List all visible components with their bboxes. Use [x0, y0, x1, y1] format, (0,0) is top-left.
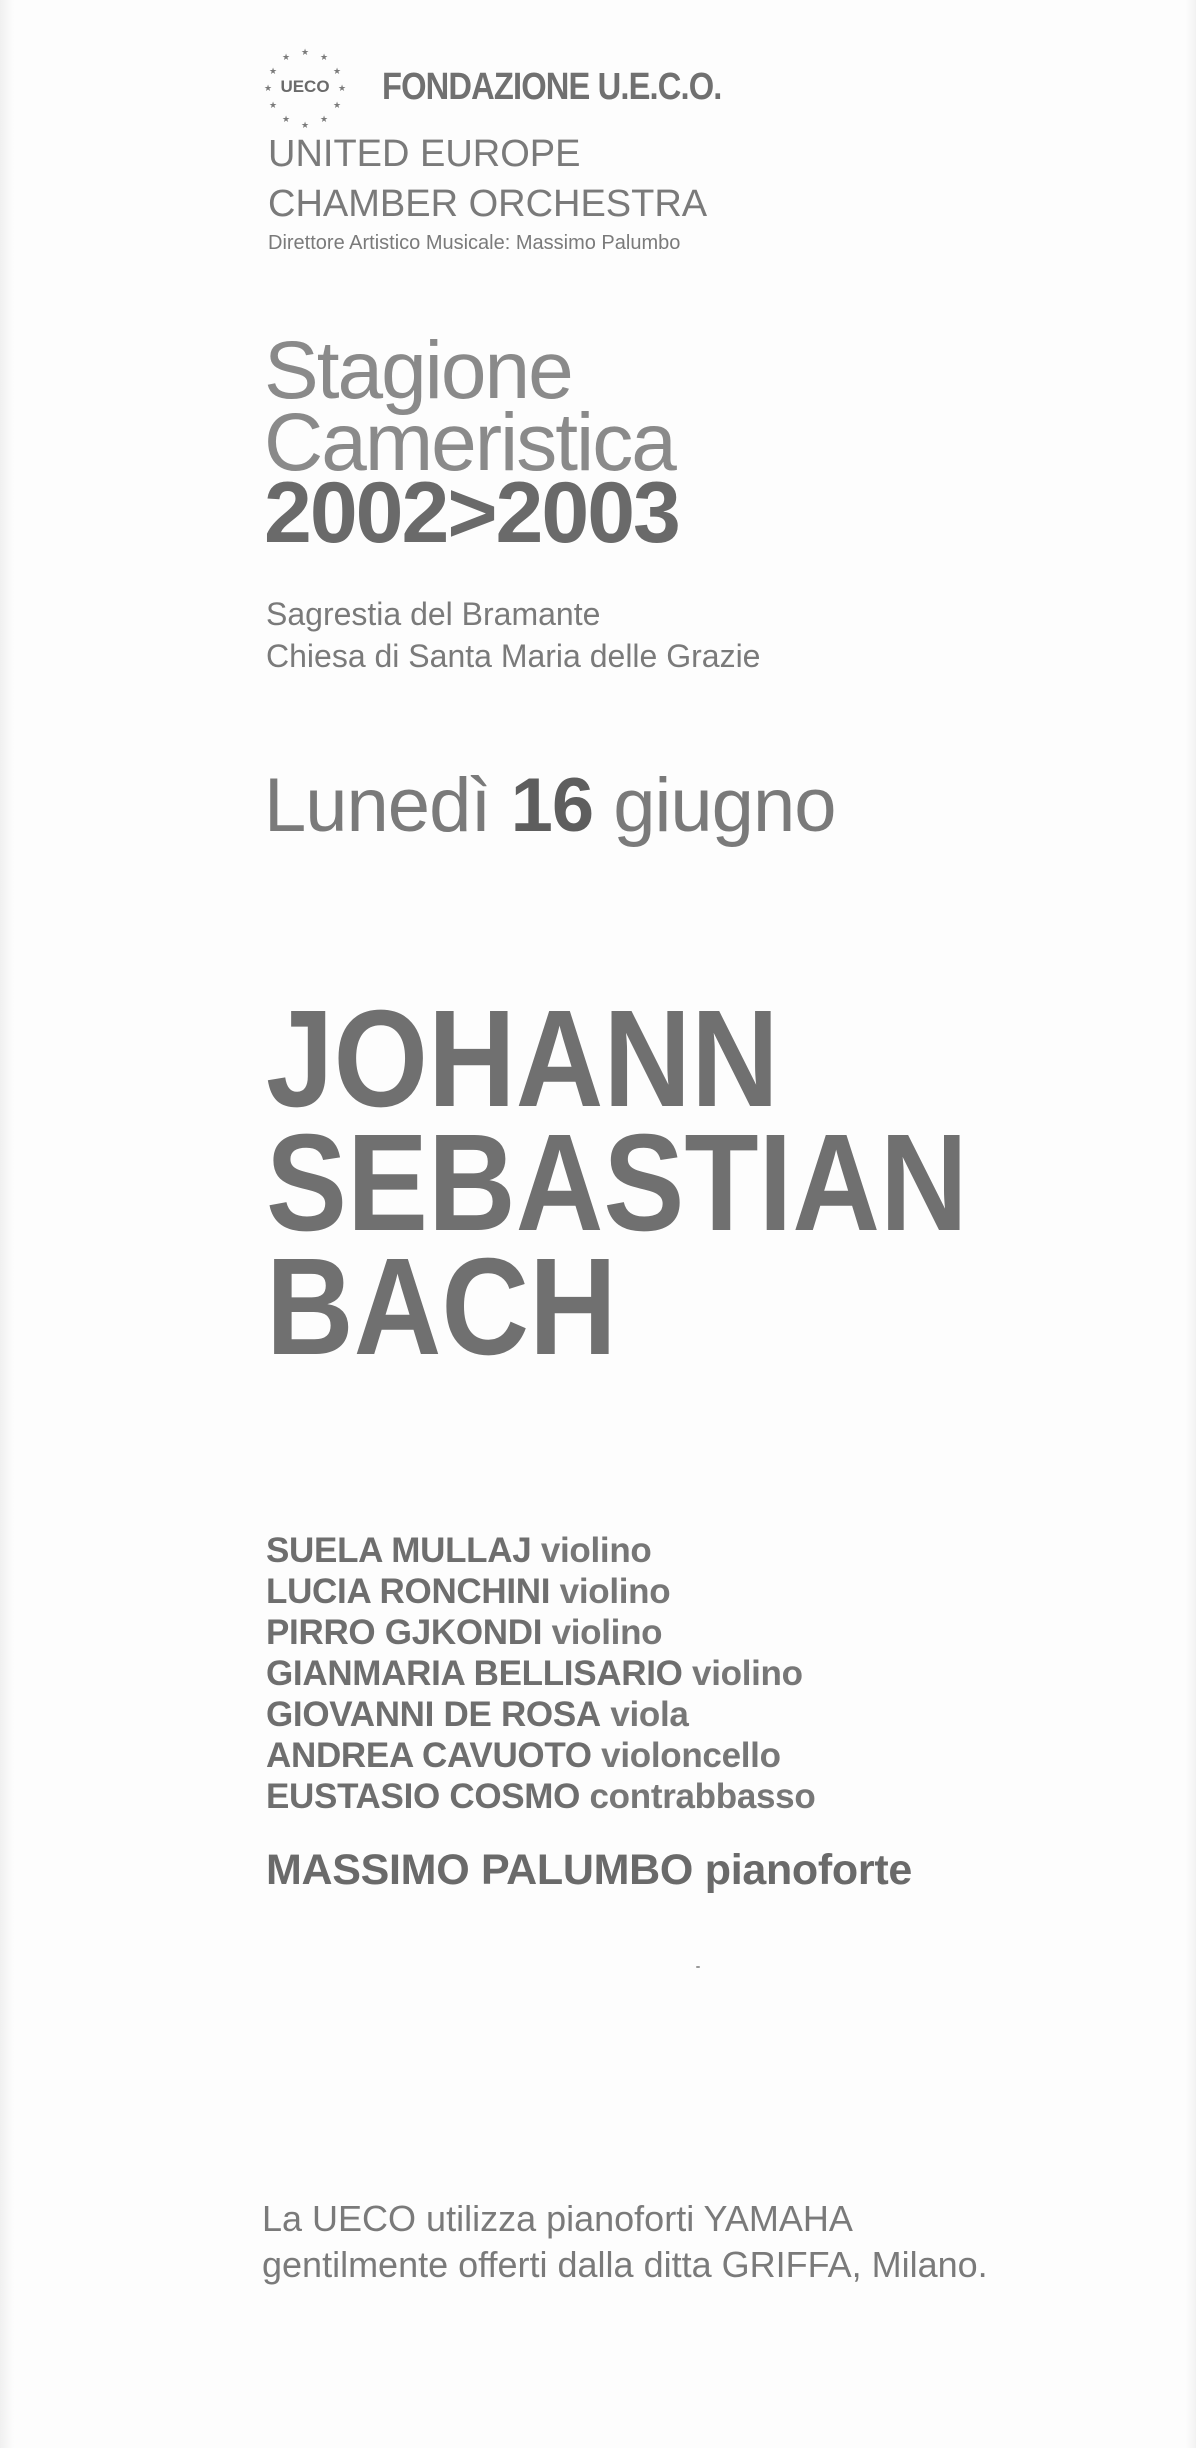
performer-instrument: viola [610, 1695, 689, 1734]
performer-row [266, 1612, 815, 1653]
svg-text:★: ★ [281, 53, 291, 63]
performer-name: GIOVANNI DE ROSA [266, 1695, 601, 1734]
performer-name: ANDREA CAVUOTO [266, 1736, 592, 1775]
svg-text:★: ★ [300, 48, 310, 58]
orchestra-line-2: CHAMBER ORCHESTRA [268, 183, 708, 225]
svg-text:★: ★ [268, 67, 278, 77]
performer-name: PIRRO GJKONDI [266, 1613, 543, 1652]
paper-speck [696, 1966, 700, 1968]
svg-text:★: ★ [319, 53, 329, 63]
performer-row [266, 1735, 815, 1776]
svg-text:★: ★ [332, 67, 342, 77]
soloist-instrument: pianoforte [704, 1846, 912, 1894]
soloist [266, 1846, 912, 1895]
performer-instrument: violino [692, 1654, 803, 1693]
venue-line-1: Sagrestia del Bramante [266, 596, 601, 632]
performer-instrument: contrabbasso [589, 1777, 816, 1816]
svg-text:★: ★ [263, 84, 273, 94]
performer-row [266, 1530, 815, 1571]
season-title-line-2: Cameristica [264, 397, 675, 488]
date-day: 16 [510, 763, 594, 848]
svg-text:★: ★ [281, 115, 291, 125]
paper-edge-left [0, 0, 14, 2448]
svg-text:★: ★ [332, 101, 342, 111]
composer-line-2: SEBASTIAN [266, 1106, 968, 1260]
artistic-director: Direttore Artistico Musicale: Massimo Palumbo [268, 232, 681, 254]
performer-instrument: violino [551, 1613, 663, 1652]
season-years: 2002>2003 [264, 465, 679, 561]
performer-instrument: violoncello [601, 1736, 781, 1775]
paper-edge-right [1186, 0, 1196, 2448]
sponsor-line-2: gentilmente offerti dalla ditta GRIFFA, Milano. [262, 2244, 988, 2285]
performer-instrument: violino [540, 1531, 652, 1570]
performer-name: SUELA MULLAJ [266, 1531, 532, 1570]
date-weekday: Lunedì [264, 763, 491, 848]
logo-text: UECO [280, 77, 330, 96]
svg-text:★: ★ [319, 115, 329, 125]
concert-date [264, 762, 835, 849]
performer-row [266, 1776, 815, 1817]
soloist-name: MASSIMO PALUMBO [266, 1846, 694, 1894]
performer-name: GIANMARIA BELLISARIO [266, 1654, 683, 1693]
ueco-logo [262, 44, 348, 130]
svg-text:★: ★ [337, 84, 347, 94]
performer-row [266, 1694, 815, 1735]
performer-name: EUSTASIO COSMO [266, 1777, 581, 1816]
orchestra-line-1: UNITED EUROPE [268, 133, 581, 175]
svg-text:★: ★ [300, 121, 310, 130]
performer-list [266, 1530, 815, 1817]
composer-line-3: BACH [266, 1230, 617, 1384]
performer-row [266, 1653, 815, 1694]
composer-line-1: JOHANN [266, 982, 779, 1136]
venue-line-2: Chiesa di Santa Maria delle Grazie [266, 638, 761, 674]
foundation-name: FONDAZIONE U.E.C.O. [382, 66, 722, 108]
date-month: giugno [613, 763, 836, 848]
performer-instrument: violino [559, 1572, 671, 1611]
svg-text:★: ★ [268, 101, 278, 111]
sponsor-line-1: La UECO utilizza pianoforti YAMAHA [262, 2198, 853, 2239]
season-title-line-1: Stagione [264, 325, 572, 416]
performer-name: LUCIA RONCHINI [266, 1572, 551, 1611]
performer-row [266, 1571, 815, 1612]
